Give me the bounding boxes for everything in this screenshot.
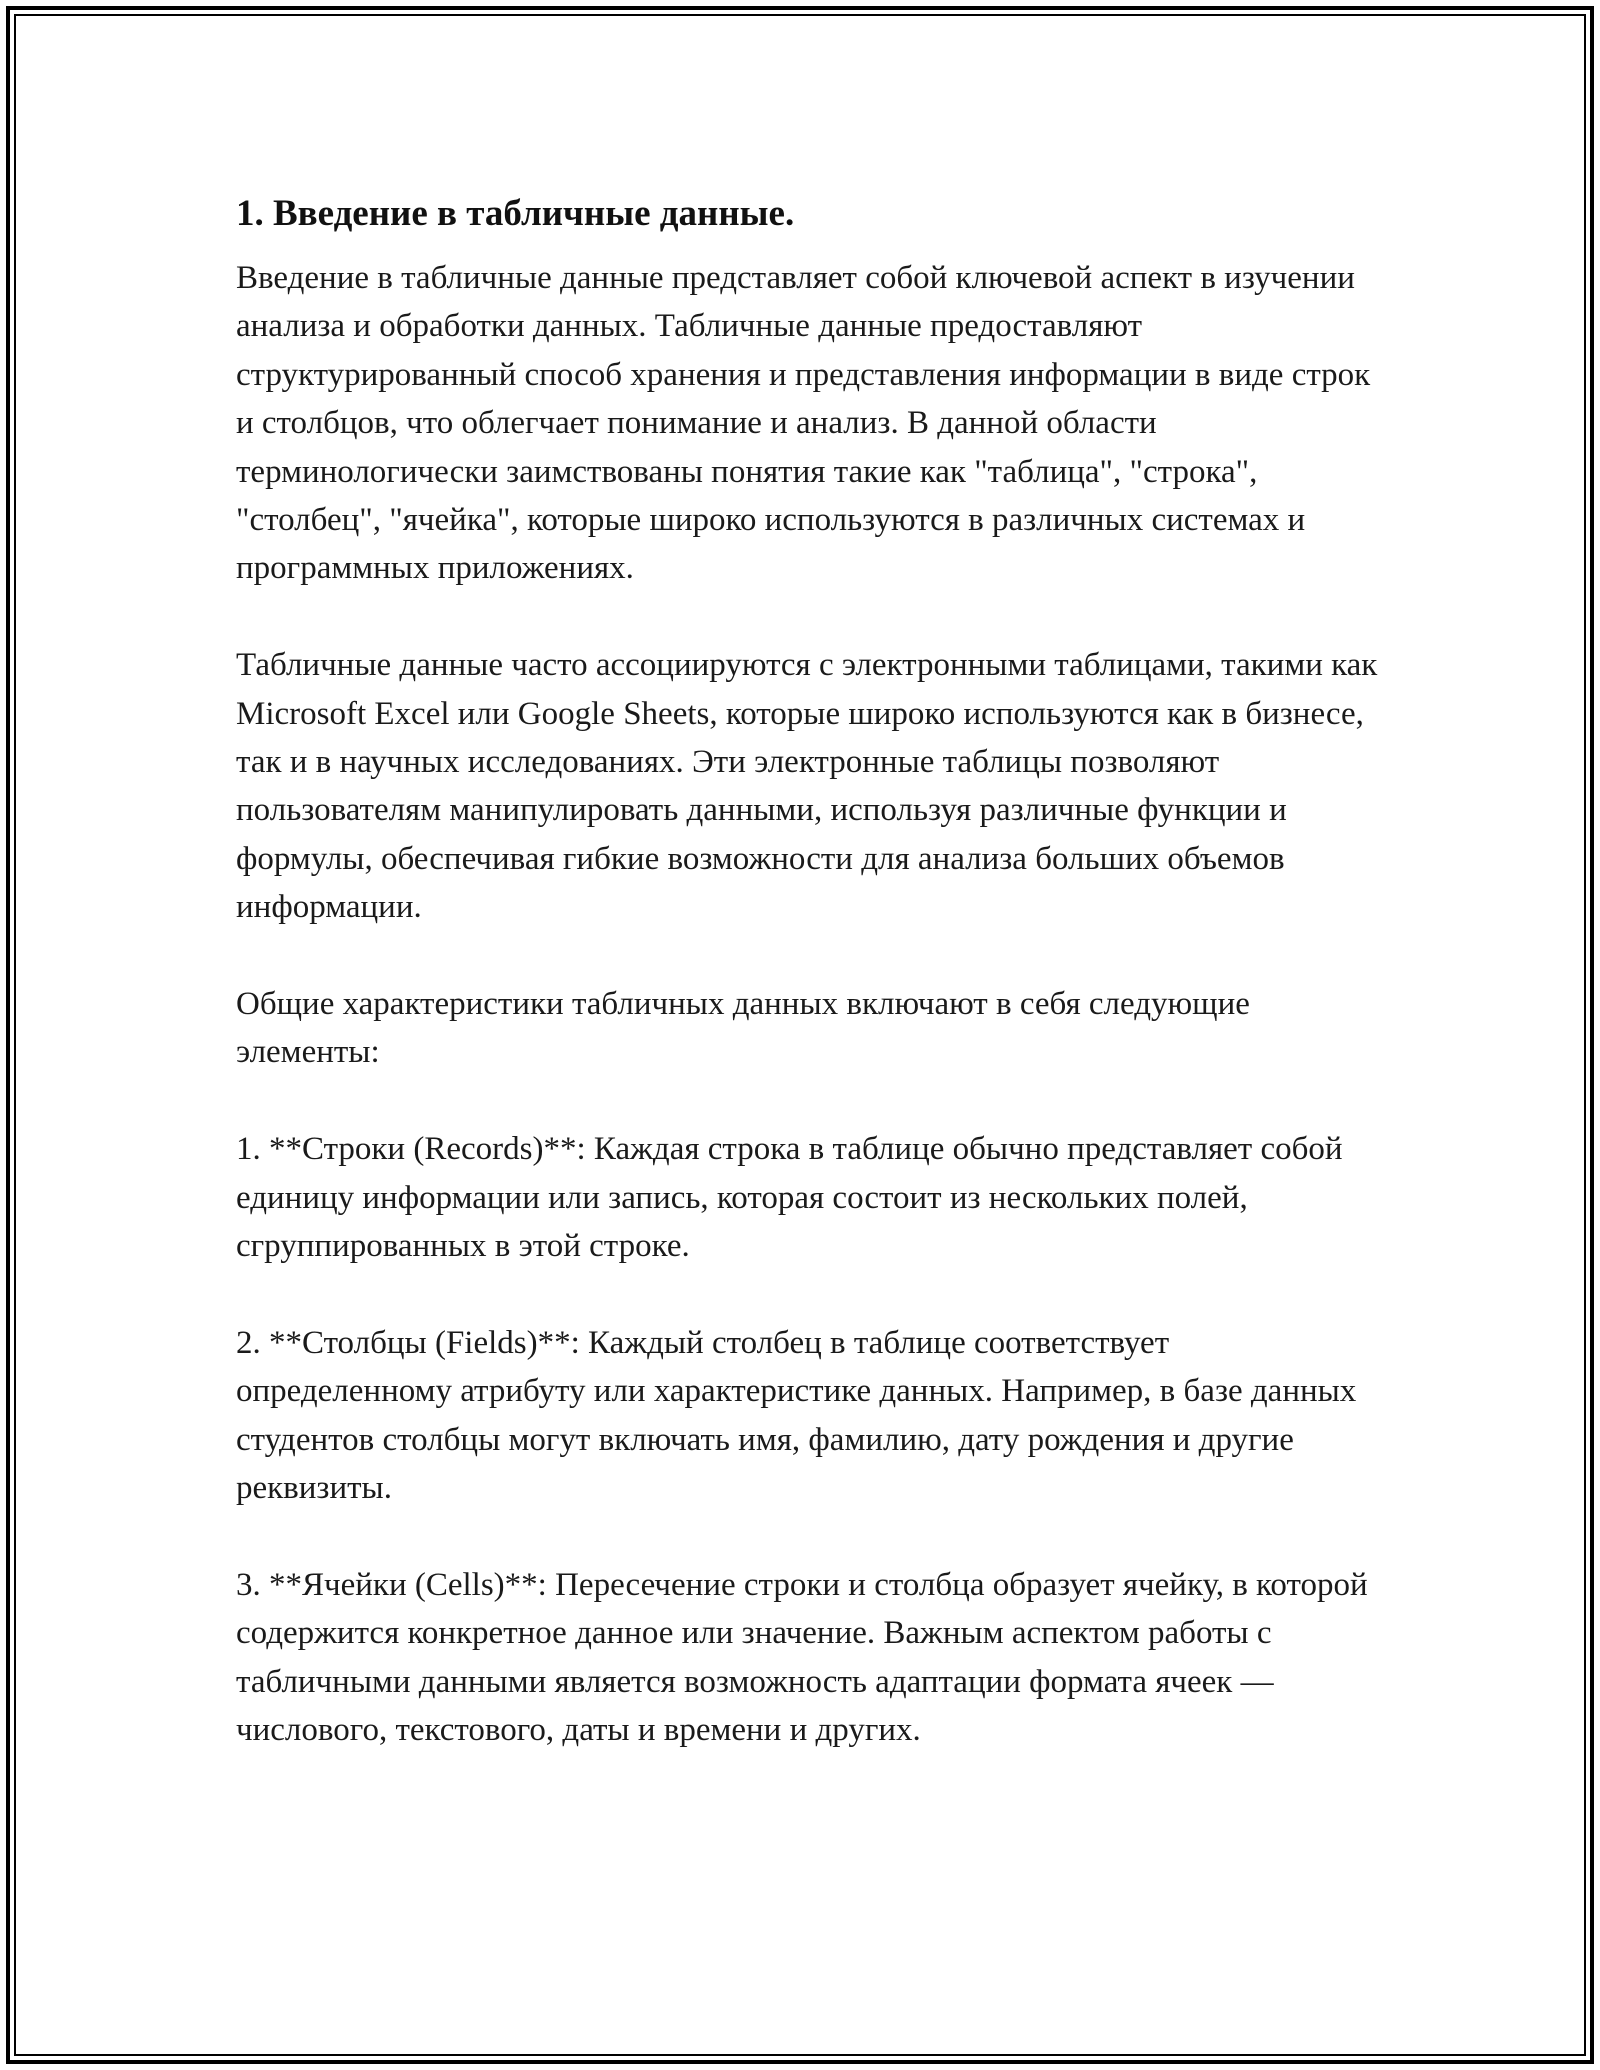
paragraph-spreadsheets: Табличные данные часто ассоциируются с электронными таблицами, такими как Microsoft Excel или Google Sheets, которые широко используются как в бизнесе, так и в научных исследованиях. Эти электронные таблицы позволяют пользователям манипулировать данными, используя различные функции и формулы, обеспечивая гибкие возможности для анализа больших объемов информации. [236, 647, 1378, 926]
list-item-fields: 2. **Столбцы (Fields)**: Каждый столбец в таблице соответствует определенному атрибуту или характеристике данных. Например, в базе данных студентов столбцы могут включать имя, фамилию, дату рождения и другие реквизиты. [236, 1324, 1357, 1507]
list-item-cells: 3. **Ячейки (Cells)**: Пересечение строки и столбца образует ячейку, в которой содержится конкретное данное или значение. Важным аспектом работы с табличными данными является возможность адаптации формата ячеек — числового, текстового, даты и времени и других. [236, 1566, 1368, 1749]
paragraph-intro: Введение в табличные данные представляет собой ключевой аспект в изучении анализа и обработки данных. Табличные данные предоставляют структурированный способ хранения и представления информации в виде строк и столбцов, что облегчает понимание и анализ. В данной области терминологически заимствованы понятия такие как "таблица", "строка", "столбец", "ячейка", которые широко используются в различных системах и программных приложениях. [236, 260, 1371, 587]
section-heading: 1. Введение в табличные данные. [236, 193, 795, 234]
list-item-records: 1. **Строки (Records)**: Каждая строка в таблице обычно представляет собой единицу информации или запись, которая состоит из нескольких полей, сгруппированных в этой строке. [236, 1131, 1343, 1265]
paragraph-characteristics-intro: Общие характеристики табличных данных включают в себя следующие элементы: [236, 986, 1250, 1071]
document-body [236, 185, 1386, 1755]
